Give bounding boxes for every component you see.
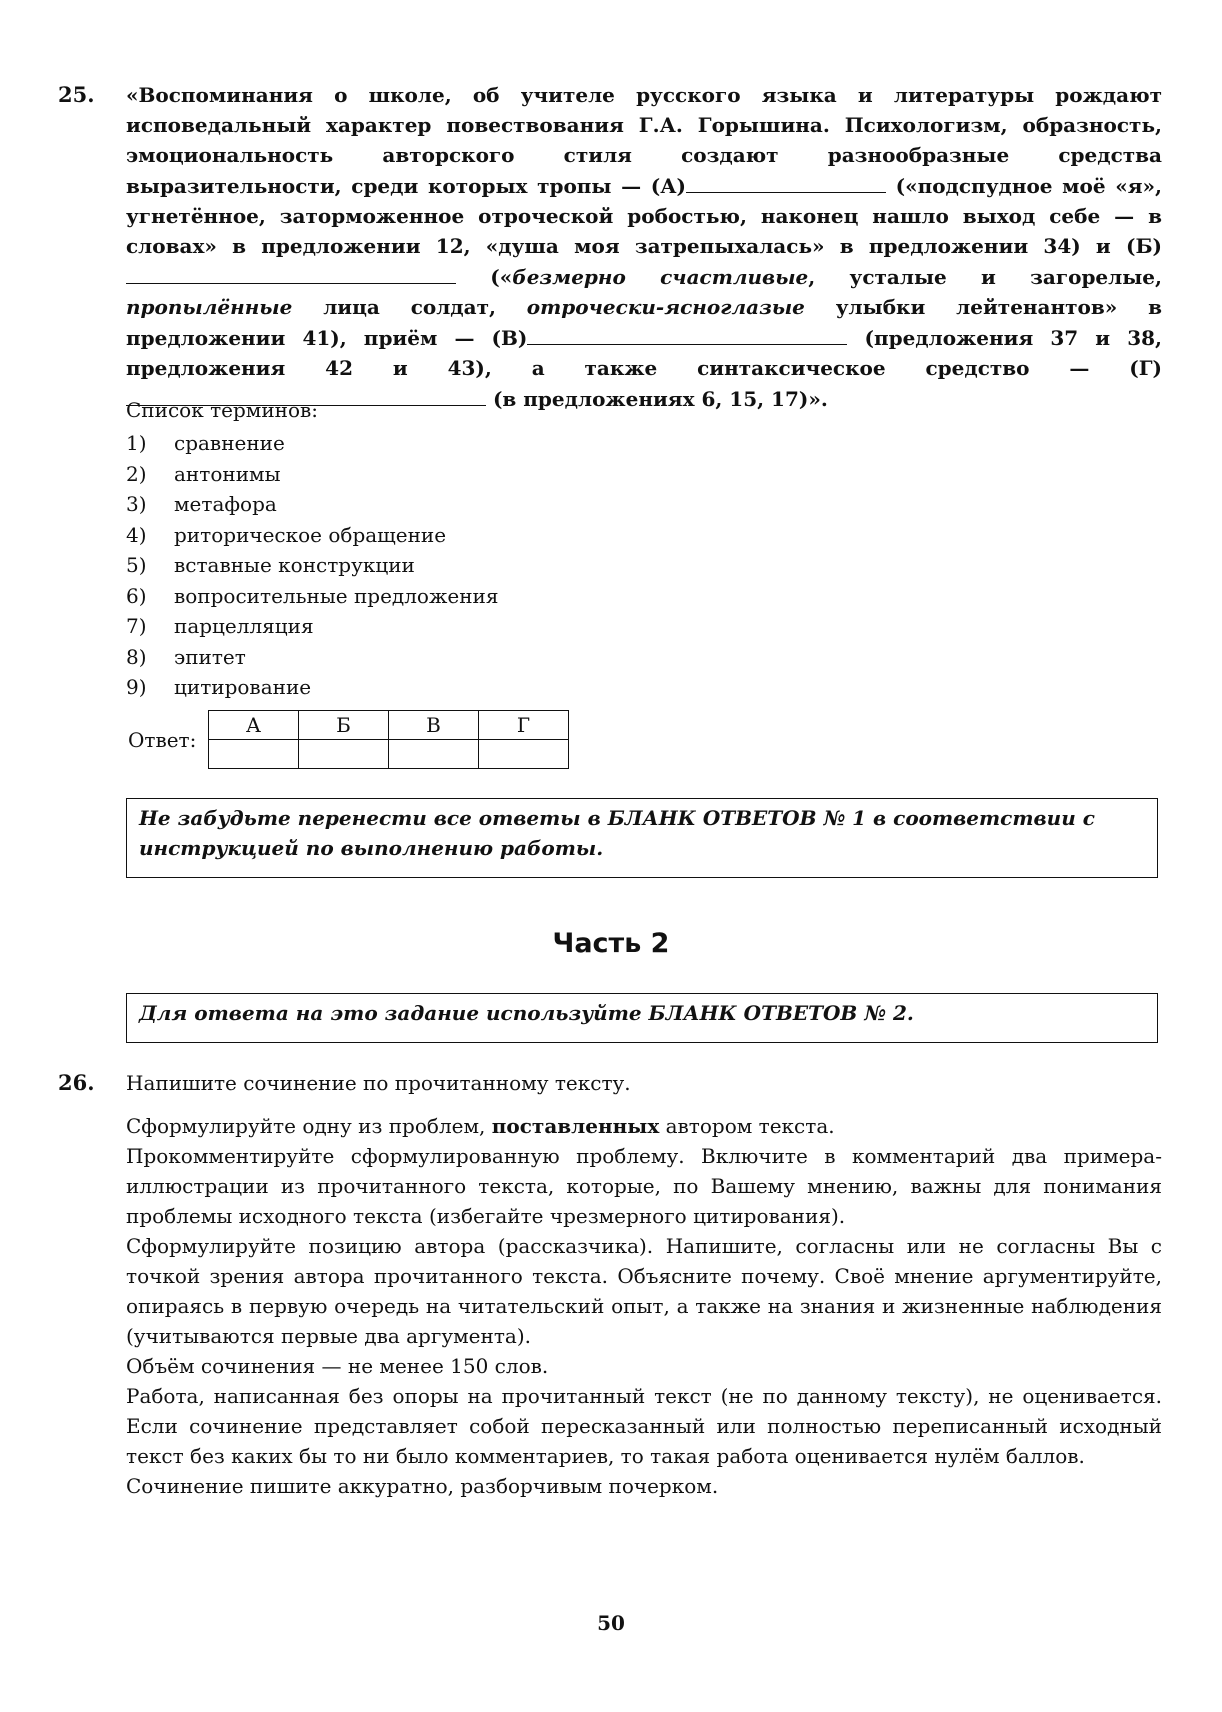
term-item: 4) риторическое обращение <box>126 522 447 547</box>
task-25-text-part6: улыбки лейтенантов» в предложении 41), приём — (В) <box>126 295 1163 350</box>
task-25-italic-2: пропылённые <box>126 295 293 319</box>
task-25-italic-1: безмерно счастливые <box>512 265 809 289</box>
term-item: 8) эпитет <box>126 644 246 669</box>
task-26-number: 26. <box>58 1070 95 1095</box>
task-26-line-6: Сочинение пишите аккуратно, разборчивым почерком. <box>126 1474 719 1498</box>
answer-header-v: В <box>389 711 479 740</box>
term-item: 9) цитирование <box>126 675 312 699</box>
answer-cell-a[interactable] <box>209 740 299 769</box>
term-item: 1) сравнение <box>126 431 285 455</box>
term-item: 6) вопросительные предложения <box>126 583 499 608</box>
task-25-italic-3: отрочески-ясноглазые <box>526 295 805 319</box>
task-26-line-5: Работа, написанная без опоры на прочитанный текст (не по данному тексту), не оценивается. Если сочинение представляет собой пересказанный или полностью переписанный исходный текст без каких бы то ни было комментариев, то такая работа оценивается нулём баллов. <box>126 1384 1162 1468</box>
task-25-text-part7: (предложения 37 и 38, предложения 42 и 43), а также синтаксическое средство — (Г) <box>126 326 1162 380</box>
page-number: 50 <box>597 1611 625 1635</box>
task-25-text-part8: (в предложениях 6, 15, 17)». <box>486 387 828 411</box>
task-25-text-part1: «Воспоминания о школе, об учителе русского языка и литературы рождают исповедальный характер повествования Г.А. Горышина. Психологизм, образность, эмоциональность авторского стиля создают разнообразные средства выразительности, среди которых тропы — (А) <box>126 83 1162 198</box>
answer-header-a: А <box>209 711 299 740</box>
task-25-text-part2: («подспудное моё «я», угнетённое, заторможенное отроческой робостью, наконец нашло выход себе — в словах» в предложении 12, «душа моя затрепыхалась» в предложении 34) и (Б) <box>126 174 1162 258</box>
task-26-line-4: Объём сочинения — не менее 150 слов. <box>126 1354 549 1378</box>
answer-header-b: Б <box>299 711 389 740</box>
answer-cell-v[interactable] <box>389 740 479 769</box>
terms-list <box>126 428 498 703</box>
answer-label: Ответ: <box>128 728 197 752</box>
task-26-body <box>126 1111 1162 1501</box>
terms-list-title: Список терминов: <box>126 398 319 422</box>
blank-a <box>686 170 886 193</box>
term-item: 5) вставные конструкции <box>126 553 415 577</box>
task-26-intro: Напишите сочинение по прочитанному тексту. <box>126 1071 631 1095</box>
task-26-line-1: Сформулируйте одну из проблем, поставленных автором текста. <box>126 1114 835 1138</box>
task-25-text-part3: (« <box>456 265 513 289</box>
task-26-line-2: Прокомментируйте сформулированную проблему. Включите в комментарий два примера-иллюстрации из прочитанного текста, которые, по Вашему мнению, важны для понимания проблемы исходного текста (избегайте чрезмерного цитирования). <box>126 1144 1162 1228</box>
answer-cell-b[interactable] <box>299 740 389 769</box>
answer-cell-g[interactable] <box>479 740 569 769</box>
task-25-text <box>126 80 1162 414</box>
term-item: 3) метафора <box>126 492 277 516</box>
notice-answer-sheet-2: Для ответа на это задание используйте БЛАНК ОТВЕТОВ № 2. <box>126 993 1158 1043</box>
task-25-text-part4: , усталые и загорелые, <box>808 265 1162 289</box>
term-item: 2) антонимы <box>126 461 281 486</box>
term-item: 7) парцелляция <box>126 614 314 638</box>
part-title: Часть 2 <box>552 928 670 959</box>
answer-header-g: Г <box>479 711 569 740</box>
task-26-line-3: Сформулируйте позицию автора (рассказчика). Напишите, согласны или не согласны Вы с точкой зрения автора прочитанного текста. Объясните почему. Своё мнение аргументируйте, опираясь в первую очередь на читательский опыт, а также на знания и жизненные наблюдения (учитываются первые два аргумента). <box>126 1234 1162 1348</box>
notice-answer-sheet-1: Не забудьте перенести все ответы в БЛАНК ОТВЕТОВ № 1 в соответствии с инструкцией по выполнению работы. <box>126 798 1158 878</box>
answer-table <box>208 710 569 769</box>
blank-b <box>126 261 456 284</box>
task-25-text-part5: лица солдат, <box>292 295 527 319</box>
blank-v <box>527 322 847 345</box>
task-25-number: 25. <box>58 82 95 107</box>
